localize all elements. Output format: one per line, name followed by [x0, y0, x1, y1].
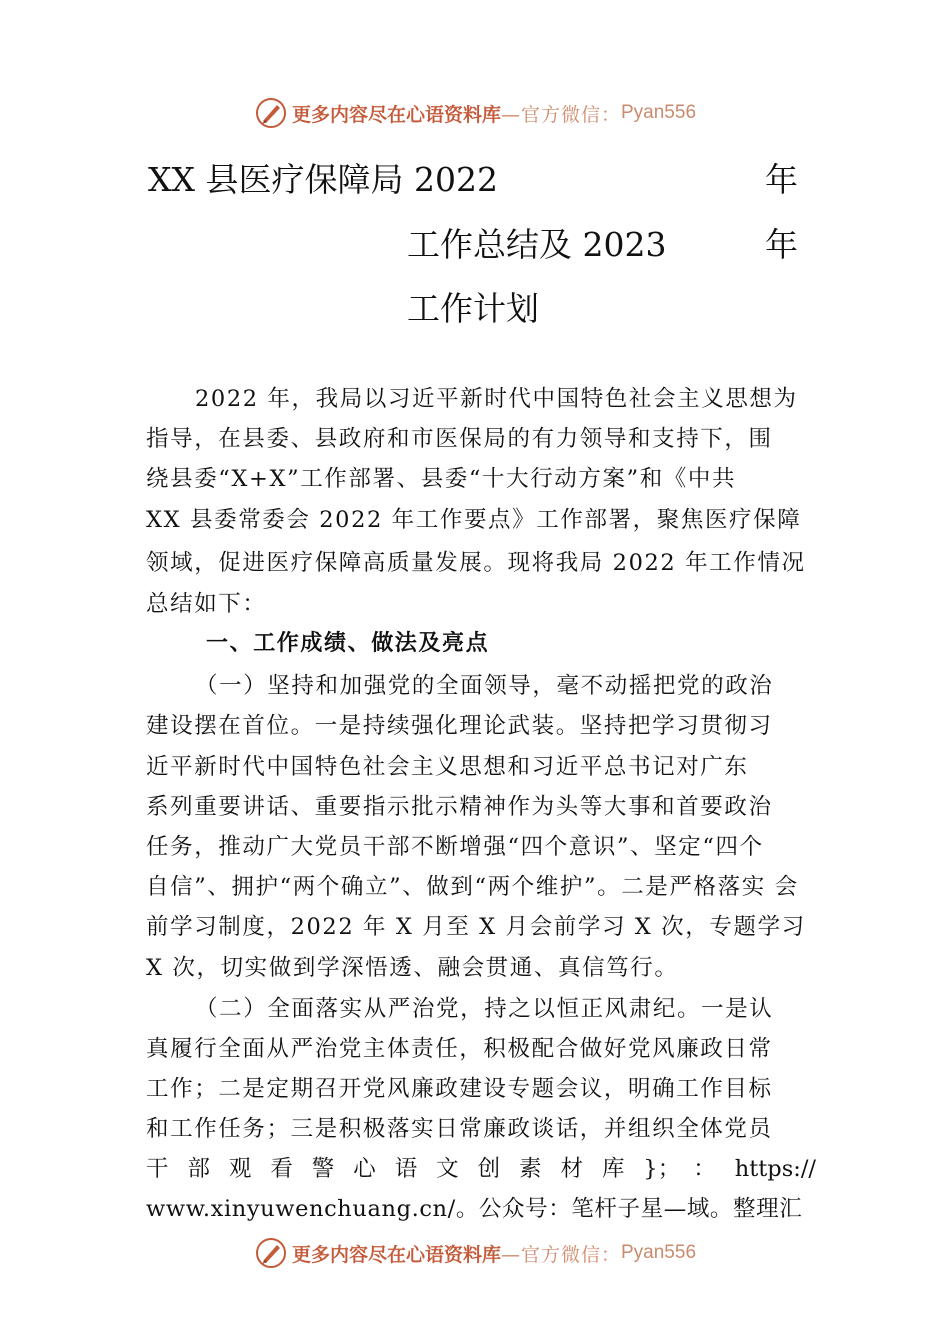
body-line: 自信”、拥护“两个确立”、做到“两个维护”。二是严格落实 会	[146, 874, 799, 900]
body-line: X 次，切实做到学深悟透、融会贯通、真信笃行。	[146, 955, 679, 981]
body-line: 2022 年，我局以习近平新时代中国特色社会主义思想为	[195, 386, 798, 412]
watermark-wechat-id: Pyan556	[621, 1242, 697, 1263]
body-line: 建设摆在首位。一是持续强化理论武装。坚持把学习贯彻习	[146, 713, 773, 739]
body-line: 领域，促进医疗保障高质量发展。现将我局 2022 年工作情况	[146, 550, 806, 576]
title-line-1: XX 县医疗保障局 2022	[148, 160, 498, 199]
watermark-sub-text: —官方微信：	[500, 1243, 621, 1266]
watermark-header	[0, 93, 950, 133]
body-line: 近平新时代中国特色社会主义思想和习近平总书记对广东	[146, 754, 749, 780]
body-line: 指导，在县委、县政府和市医保局的有力领导和支持下，围	[146, 426, 773, 452]
title-line-1-year: 年	[765, 160, 798, 199]
title-line-2: 工作总结及 2023	[407, 225, 667, 264]
body-line: 前学习制度，2022 年 X 月至 X 月会前学习 X 次，专题学习	[146, 914, 806, 940]
body-line: 干 部 观 看 警 心 语 文 创 素 材 库 }； ： https://	[146, 1156, 816, 1182]
body-line: 任务，推动广大党员干部不断增强“四个意识”、坚定“四个	[146, 834, 764, 860]
body-line: XX 县委常委会 2022 年工作要点》工作部署，聚焦医疗保障	[146, 507, 802, 533]
subsection-line: （一）坚持和加强党的全面领导，毫不动摇把党的政治	[195, 673, 774, 699]
watermark-main-text: 更多内容尽在心语资料库	[291, 103, 501, 126]
watermark-wechat-id: Pyan556	[621, 102, 697, 123]
title-line-3: 工作计划	[407, 289, 539, 328]
body-line: 绕县委“X+X”工作部署、县委“十大行动方案”和《中共	[146, 466, 737, 492]
body-line: 真履行全面从严治党主体责任，积极配合做好党风廉政日常	[146, 1036, 773, 1062]
body-line: 系列重要讲话、重要指示批示精神作为头等大事和首要政治	[146, 794, 773, 820]
watermark-footer	[0, 1233, 950, 1273]
brush-logo-icon	[254, 1236, 288, 1270]
body-line: 工作；二是定期召开党风廉政建设专题会议，明确工作目标	[146, 1076, 773, 1102]
body-line: 和工作任务；三是积极落实日常廉政谈话，并组织全体党员	[146, 1116, 773, 1142]
brush-logo-icon	[254, 96, 288, 130]
body-line: www.xinyuwenchuang.cn/。公众号：笔杆子星—域。整理汇	[146, 1196, 803, 1222]
title-line-2-year: 年	[765, 225, 798, 264]
section-heading: 一、工作成绩、做法及亮点	[206, 631, 490, 656]
watermark-sub-text: —官方微信：	[500, 103, 621, 126]
subsection-line: （二）全面落实从严治党，持之以恒正风肃纪。一是认	[195, 996, 774, 1022]
body-line: 总结如下：	[146, 591, 267, 617]
watermark-main-text: 更多内容尽在心语资料库	[291, 1243, 501, 1266]
